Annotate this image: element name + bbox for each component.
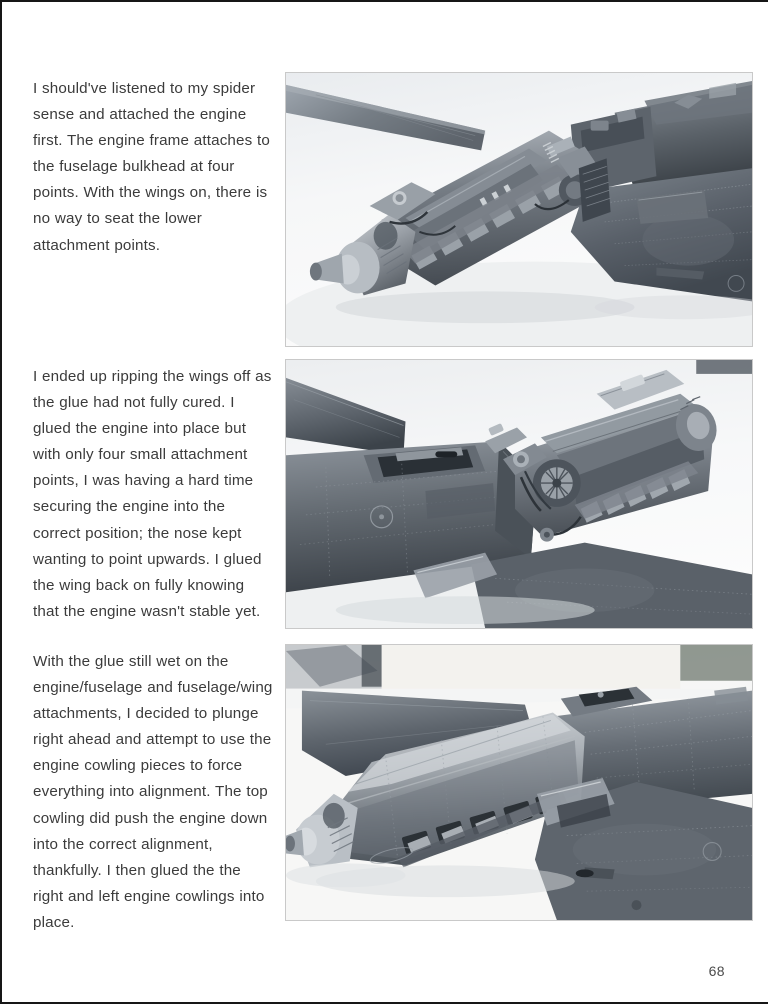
content-row-2 — [33, 359, 753, 629]
photo-frame-1 — [285, 72, 753, 347]
photo-frame-3 — [285, 644, 753, 921]
paragraph-1: I should've listened to my spider sense and attached the engine first. The engine frame attaches to the fuselage bulkhead at four points. With the wings on, there is no way to seat the lower attachment points. — [33, 80, 271, 254]
body-text-block-1 — [33, 72, 273, 259]
paragraph-2: I ended up ripping the wings off as the glue had not fully cured. I glued the engine into place but with only four small attachment points, I was having a hard time securing the engine into the correct position; the nose kept wanting to point upwards. I glued the wing back on fully knowing that the engine wasn't stable yet. — [33, 368, 272, 620]
body-text-block-3 — [33, 644, 273, 936]
model-aircraft-engine-exposed-photo — [286, 73, 752, 346]
content-row-1 — [33, 72, 753, 347]
photo-frame-2 — [285, 359, 753, 629]
body-text-block-2 — [33, 359, 273, 625]
page-number: 68 — [708, 963, 725, 979]
paragraph-3: With the glue still wet on the engine/fuselage and fuselage/wing attachments, I decided to plunge right ahead and attempt to use the engine cowling pieces to force everything into alignment. The top cowling did push the engine down into the correct alignment, thankfully. I then glued the the right and left engine cowlings into place. — [33, 653, 273, 931]
model-aircraft-engine-reattached-photo — [286, 360, 752, 628]
content-row-3 — [33, 644, 753, 936]
model-aircraft-cowling-installed-photo — [286, 645, 752, 920]
